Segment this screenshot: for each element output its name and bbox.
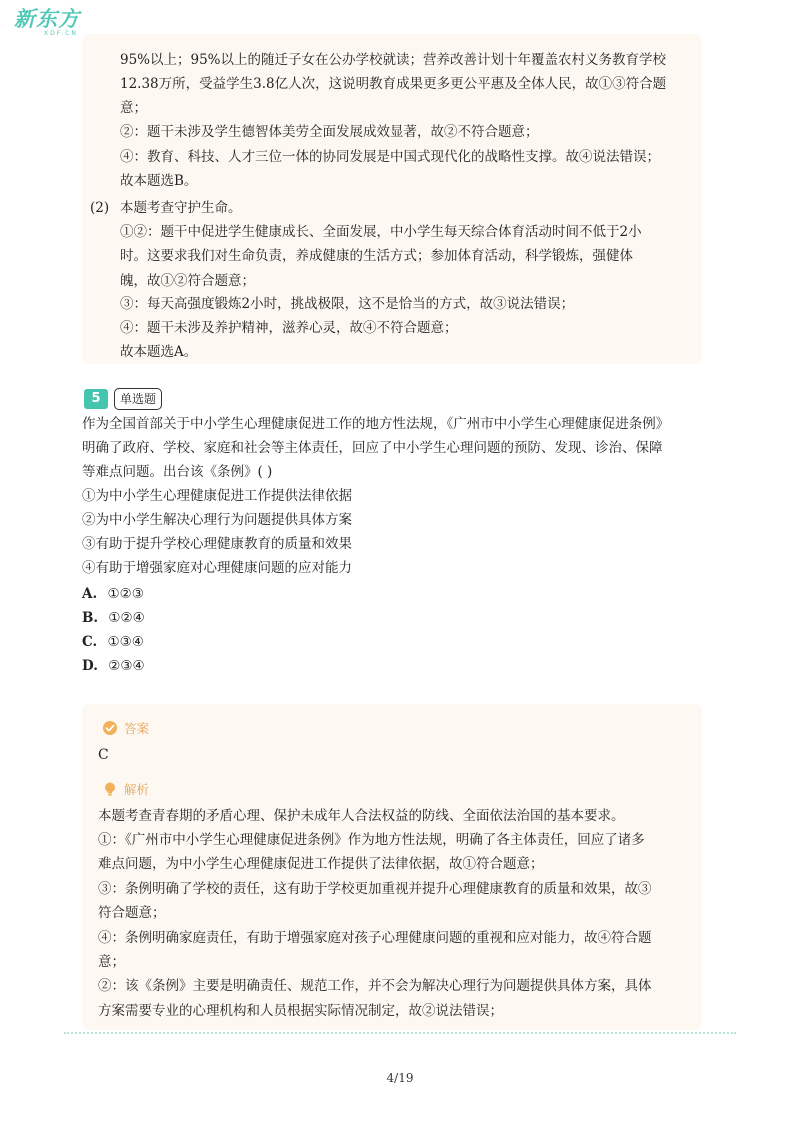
prev-analysis-line: 意； — [120, 100, 147, 116]
statement-item: ①为中小学生心理健康促进工作提供法律依据 — [82, 488, 352, 504]
option-letter: C. — [82, 634, 98, 650]
statement-item: ④有助于增强家庭对心理健康问题的应对能力 — [82, 560, 352, 576]
check-badge-icon — [102, 720, 118, 736]
question-type-tag: 单选题 — [114, 388, 162, 410]
logo-sub-text: XDF.CN — [44, 30, 78, 37]
option-d[interactable] — [82, 654, 702, 678]
lightbulb-icon — [102, 781, 118, 797]
analysis-line: ①：《广州市中小学生心理健康促进条例》作为地方性法规，明确了各主体责任，回应了诸多 — [98, 832, 645, 848]
prev-analysis-line: ④：教育、科技、人才三位一体的协同发展是中国式现代化的战略性支撑。故④说法错误； — [120, 149, 660, 165]
question-stem-line: 明确了政府、学校、家庭和社会等主体责任，回应了中小学生心理问题的预防、发现、诊治、保障 — [82, 440, 663, 456]
option-letter: D. — [82, 658, 98, 674]
option-letter: B. — [82, 610, 99, 626]
page-number: 4/19 — [386, 1071, 414, 1085]
analysis-header — [102, 779, 149, 799]
option-a[interactable] — [82, 582, 702, 606]
option-text: ①③④ — [107, 634, 144, 650]
part2-line: 魄，故①②符合题意； — [120, 273, 255, 289]
option-c[interactable] — [82, 630, 702, 654]
analysis-line: 意； — [98, 954, 125, 970]
option-text: ①②④ — [108, 610, 145, 626]
option-text: ①②③ — [107, 586, 144, 602]
answer-label: 答案 — [124, 721, 150, 736]
brand-logo — [14, 8, 84, 42]
option-b[interactable] — [82, 606, 702, 630]
question-number-badge: 5 — [84, 389, 108, 409]
answer-header — [102, 718, 149, 738]
analysis-label: 解析 — [124, 782, 150, 797]
footer-divider — [64, 1032, 736, 1034]
option-letter: A. — [82, 586, 98, 602]
part2-line: ①②：题干中促进学生健康成长、全面发展，中小学生每天综合体育活动时间不低于2小 — [120, 224, 642, 240]
analysis-line: 本题考查青春期的矛盾心理、保护未成年人合法权益的防线、全面依法治国的基本要求。 — [98, 808, 625, 824]
analysis-line: 难点问题，为中小学生心理健康促进工作提供了法律依据，故①符合题意； — [98, 856, 544, 872]
part2-line: 时。这要求我们对生命负责，养成健康的生活方式；参加体育活动，科学锻炼，强健体 — [120, 248, 633, 264]
answer-value: C — [98, 747, 109, 763]
part2-line: ③：每天高强度锻炼2小时，挑战极限，这不是恰当的方式，故③说法错误； — [120, 296, 575, 312]
prev-analysis-line: 95%以上；95%以上的随迁子女在公办学校就读；营养改善计划十年覆盖农村义务教育学校 — [120, 52, 667, 68]
statement-item: ②为中小学生解决心理行为问题提供具体方案 — [82, 512, 352, 528]
analysis-line: 符合题意； — [98, 905, 166, 921]
part2-line: 本题考查守护生命。 — [120, 200, 242, 216]
part2-line: ④：题干未涉及养护精神，滋养心灵，故④不符合题意； — [120, 320, 458, 336]
statement-item: ③有助于提升学校心理健康教育的质量和效果 — [82, 536, 352, 552]
analysis-line: ④：条例明确家庭责任，有助于增强家庭对孩子心理健康问题的重视和应对能力，故④符合题 — [98, 930, 652, 946]
option-text: ②③④ — [108, 658, 145, 674]
question-stem-line: 作为全国首部关于中小学生心理健康促进工作的地方性法规，《广州市中小学生心理健康促进条例》 — [82, 416, 670, 432]
analysis-line: ③：条例明确了学校的责任，这有助于学校更加重视并提升心理健康教育的质量和效果，故③ — [98, 881, 652, 897]
prev-analysis-line: ②：题干未涉及学生德智体美劳全面发展成效显著，故②不符合题意； — [120, 124, 539, 140]
prev-analysis-line: 故本题选B。 — [120, 173, 198, 189]
question-stem-line: 等难点问题。出台该《条例》( ) — [82, 464, 273, 480]
analysis-line: 方案需要专业的心理机构和人员根据实际情况制定，故②说法错误； — [98, 1003, 503, 1019]
analysis-line: ②：该《条例》主要是明确责任、规范工作，并不会为解决心理行为问题提供具体方案，具体 — [98, 978, 652, 994]
prev-analysis-line: 12.38万所，受益学生3.8亿人次，这说明教育成果更多更公平惠及全体人民，故①③符合题 — [120, 76, 667, 92]
logo-main-text: 新东方 — [14, 7, 80, 31]
part2-label: (2) — [90, 200, 110, 216]
part2-line: 故本题选A。 — [120, 344, 198, 360]
